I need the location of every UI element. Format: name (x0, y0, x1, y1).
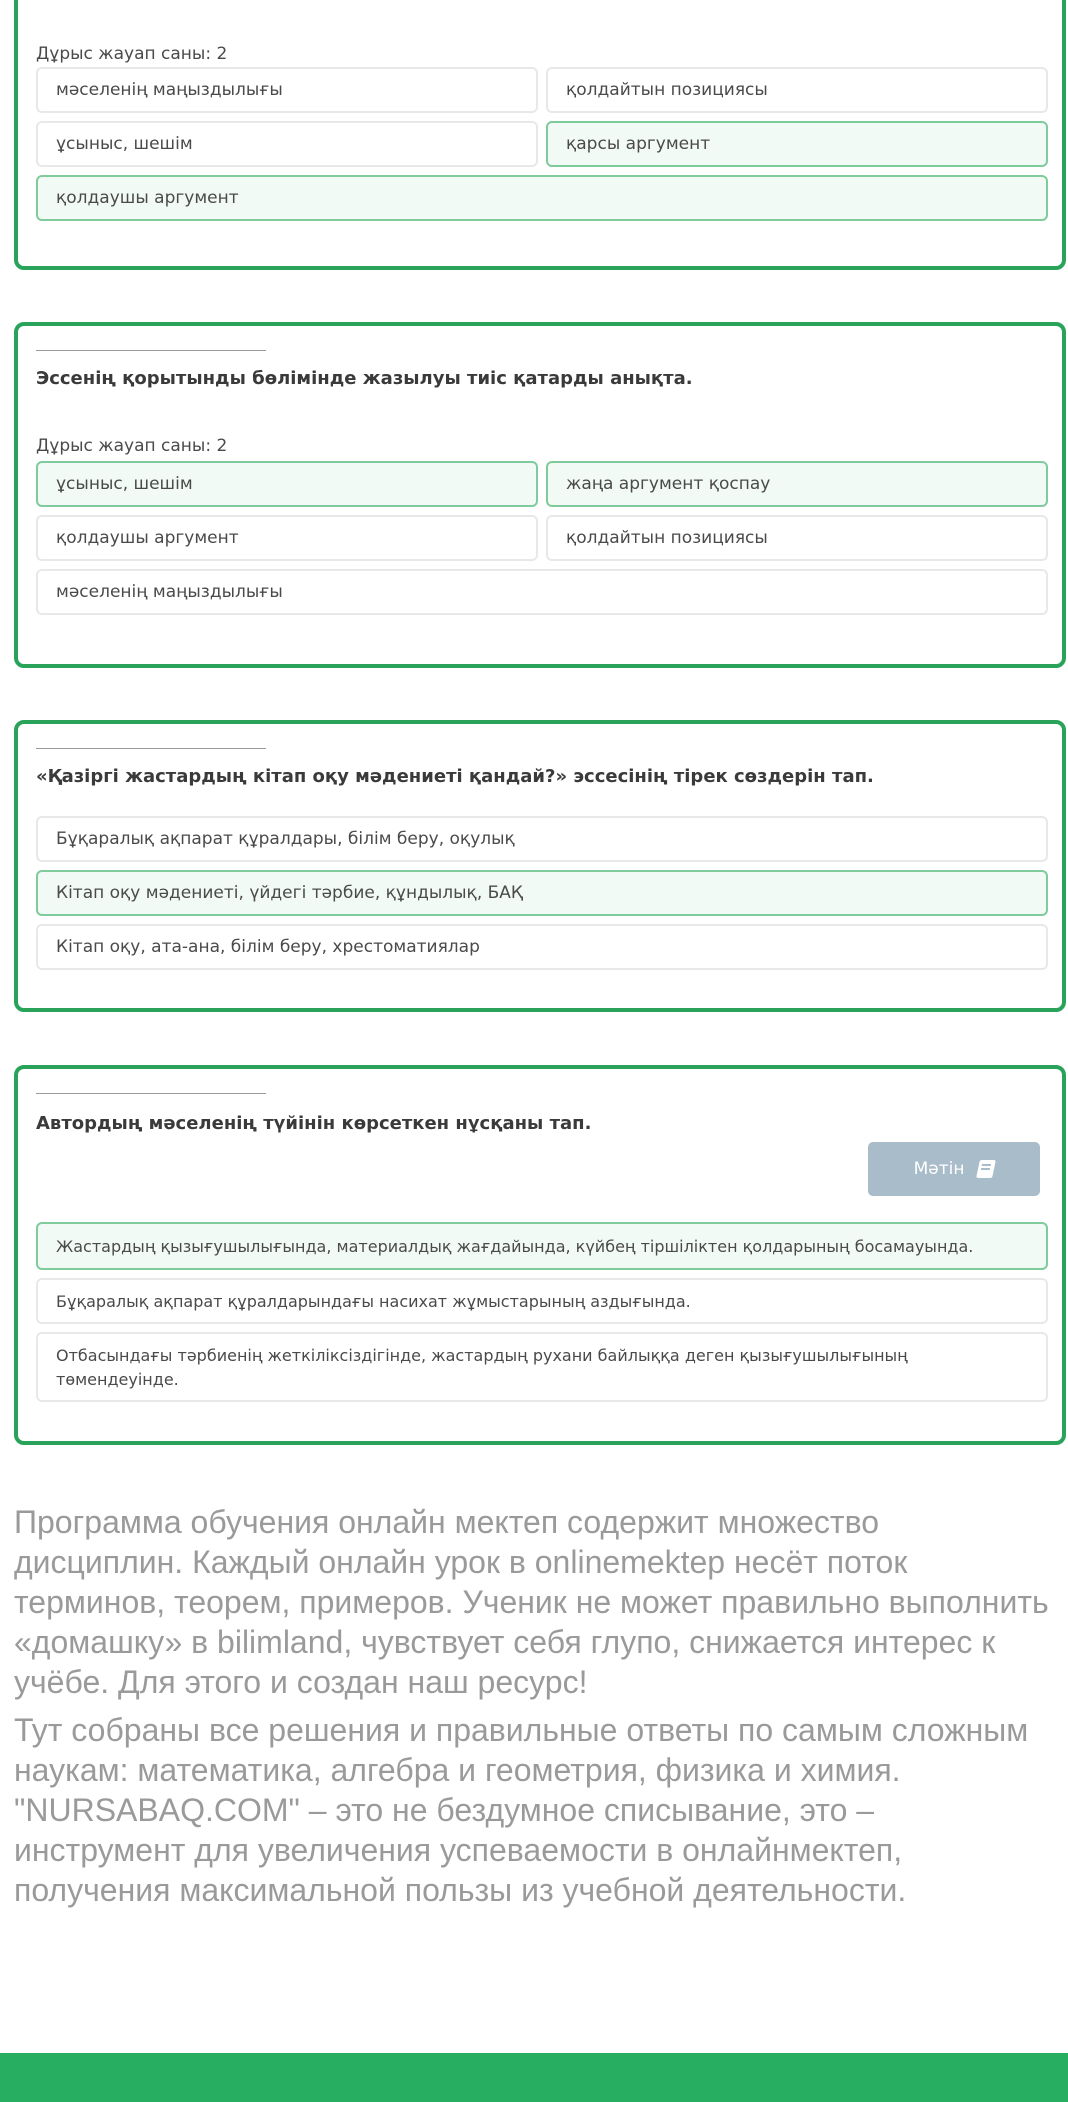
text-button-label: Мәтін (913, 1159, 965, 1179)
divider (36, 350, 266, 351)
question-card-4 (14, 1065, 1066, 1445)
description-paragraph-2: Тут собраны все решения и правильные ответы по самым сложным наукам: математика, алгебра и геометрия, физика и химия. "NURSABAQ.COM" – это не бездумное списывание, это – инструмент для увеличения успеваемости в онлайнмектеп, получения максимальной пользы из учебной деятельности. (14, 1712, 1029, 1908)
question-text-4: Автордың мәселенің түйінін көрсеткен нұсқаны тап. (36, 1113, 592, 1134)
question-card-3 (14, 720, 1066, 1012)
option-4-1[interactable]: Жастардың қызығушылығында, материалдық жағдайында, күйбең тіршіліктен қолдарының босамауында. (36, 1222, 1048, 1270)
option-2-4[interactable]: қолдайтын позициясы (546, 515, 1048, 561)
option-1-2[interactable]: қолдайтын позициясы (546, 67, 1048, 113)
option-4-2[interactable]: Бұқаралық ақпарат құралдарындағы насихат жұмыстарының аздығында. (36, 1278, 1048, 1324)
question-card-1 (14, 0, 1066, 270)
question-card-2 (14, 322, 1066, 668)
divider (36, 748, 266, 749)
correct-count-1: Дұрыс жауап саны: 2 (36, 44, 228, 64)
option-2-3[interactable]: қолдаушы аргумент (36, 515, 538, 561)
option-3-1[interactable]: Бұқаралық ақпарат құралдары, білім беру, оқулық (36, 816, 1048, 862)
divider (36, 1093, 266, 1094)
description-paragraph-1: Программа обучения онлайн мектеп содержит множество дисциплин. Каждый онлайн урок в onlinemektep несёт поток терминов, теорем, примеров. Ученик не может правильно выполнить «домашку» в bilimland, чувствует себя глупо, снижается интерес к учёбе. Для этого и создан наш ресурс! (14, 1504, 1049, 1700)
question-text-2: Эссенің қорытынды бөлімінде жазылуы тиіс қатарды анықта. (36, 368, 693, 389)
correct-count-2: Дұрыс жауап саны: 2 (36, 436, 228, 456)
option-1-1[interactable]: мәселенің маңыздылығы (36, 67, 538, 113)
option-1-3[interactable]: ұсыныс, шешім (36, 121, 538, 167)
option-3-3[interactable]: Кітап оқу, ата-ана, білім беру, хрестоматиялар (36, 924, 1048, 970)
option-2-5[interactable]: мәселенің маңыздылығы (36, 569, 1048, 615)
option-2-2[interactable]: жаңа аргумент қоспау (546, 461, 1048, 507)
option-3-2[interactable]: Кітап оқу мәдениеті, үйдегі тәрбие, құндылық, БАҚ (36, 870, 1048, 916)
option-1-4[interactable]: қарсы аргумент (546, 121, 1048, 167)
book-icon (977, 1160, 997, 1178)
question-text-3: «Қазіргі жастардың кітап оқу мәдениеті қандай?» эссесінің тірек сөздерін тап. (36, 766, 874, 787)
option-1-5[interactable]: қолдаушы аргумент (36, 175, 1048, 221)
footer-bar (0, 2053, 1068, 2102)
option-2-1[interactable]: ұсыныс, шешім (36, 461, 538, 507)
text-button[interactable] (868, 1142, 1040, 1196)
option-4-3[interactable]: Отбасындағы тәрбиенің жеткіліксіздігінде, жастардың рухани байлыққа деген қызығушылығының төмендеуінде. (36, 1332, 1048, 1402)
